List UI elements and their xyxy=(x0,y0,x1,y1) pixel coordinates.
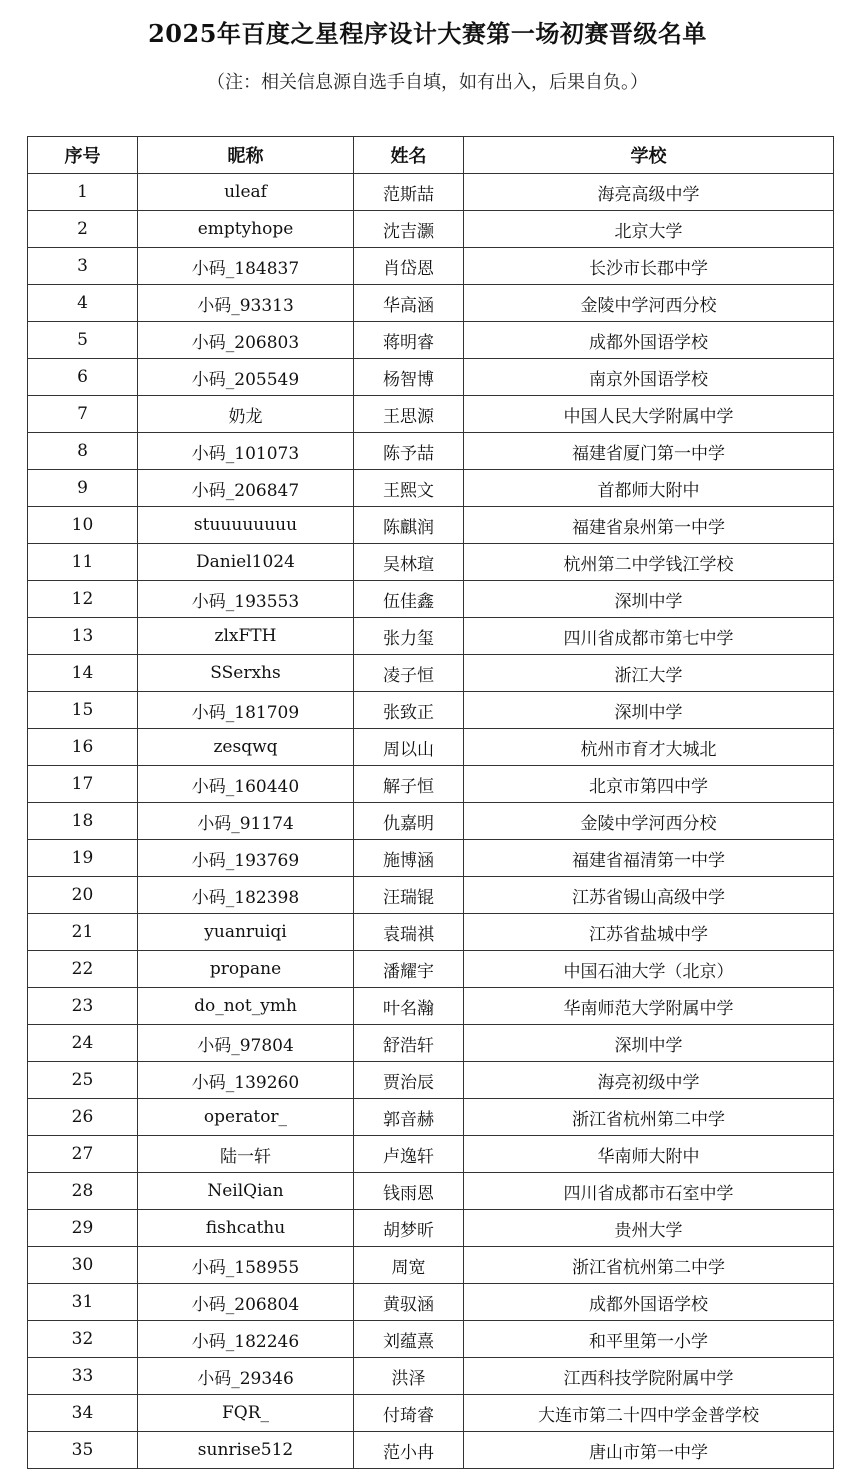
cell-school: 福建省福清第一中学 xyxy=(464,840,834,877)
cell-school: 江西科技学院附属中学 xyxy=(464,1358,834,1395)
table-row xyxy=(28,1432,834,1469)
cell-name: 汪瑞锟 xyxy=(354,877,464,914)
cell-serial: 1 xyxy=(28,174,138,211)
cell-nickname: 小码_101073 xyxy=(138,433,354,470)
cell-name: 凌子恒 xyxy=(354,655,464,692)
table-row xyxy=(28,470,834,507)
cell-name: 解子恒 xyxy=(354,766,464,803)
cell-name: 叶名瀚 xyxy=(354,988,464,1025)
cell-school: 江苏省锡山高级中学 xyxy=(464,877,834,914)
cell-name: 周以山 xyxy=(354,729,464,766)
header-serial: 序号 xyxy=(28,137,138,174)
table-row xyxy=(28,1099,834,1136)
table-row xyxy=(28,507,834,544)
table-body xyxy=(28,174,834,1469)
cell-school: 长沙市长郡中学 xyxy=(464,248,834,285)
cell-serial: 13 xyxy=(28,618,138,655)
table-row xyxy=(28,877,834,914)
table-row xyxy=(28,840,834,877)
cell-serial: 25 xyxy=(28,1062,138,1099)
cell-school: 浙江省杭州第二中学 xyxy=(464,1247,834,1284)
cell-serial: 20 xyxy=(28,877,138,914)
cell-school: 深圳中学 xyxy=(464,581,834,618)
cell-nickname: SSerxhs xyxy=(138,655,354,692)
cell-nickname: zesqwq xyxy=(138,729,354,766)
cell-nickname: 小码_181709 xyxy=(138,692,354,729)
cell-name: 洪泽 xyxy=(354,1358,464,1395)
cell-nickname: 小码_193769 xyxy=(138,840,354,877)
table-row xyxy=(28,396,834,433)
cell-name: 刘蕴熹 xyxy=(354,1321,464,1358)
table-row xyxy=(28,544,834,581)
table-row xyxy=(28,285,834,322)
cell-nickname: propane xyxy=(138,951,354,988)
cell-serial: 5 xyxy=(28,322,138,359)
cell-school: 四川省成都市第七中学 xyxy=(464,618,834,655)
cell-school: 和平里第一小学 xyxy=(464,1321,834,1358)
cell-nickname: 陆一轩 xyxy=(138,1136,354,1173)
cell-nickname: zlxFTH xyxy=(138,618,354,655)
header-nickname: 昵称 xyxy=(138,137,354,174)
table-row xyxy=(28,433,834,470)
cell-nickname: 小码_206847 xyxy=(138,470,354,507)
cell-nickname: 小码_182246 xyxy=(138,1321,354,1358)
table-row xyxy=(28,951,834,988)
cell-name: 张力玺 xyxy=(354,618,464,655)
table-row xyxy=(28,1136,834,1173)
cell-serial: 15 xyxy=(28,692,138,729)
cell-name: 付琦睿 xyxy=(354,1395,464,1432)
advancement-table xyxy=(27,136,834,1469)
cell-name: 贾治辰 xyxy=(354,1062,464,1099)
cell-nickname: 小码_205549 xyxy=(138,359,354,396)
cell-serial: 31 xyxy=(28,1284,138,1321)
cell-nickname: stuuuuuuuu xyxy=(138,507,354,544)
cell-name: 潘耀宇 xyxy=(354,951,464,988)
cell-school: 海亮高级中学 xyxy=(464,174,834,211)
cell-school: 江苏省盐城中学 xyxy=(464,914,834,951)
cell-name: 卢逸轩 xyxy=(354,1136,464,1173)
cell-name: 蒋明睿 xyxy=(354,322,464,359)
cell-nickname: 小码_193553 xyxy=(138,581,354,618)
cell-name: 施博涵 xyxy=(354,840,464,877)
cell-serial: 16 xyxy=(28,729,138,766)
cell-school: 杭州市育才大城北 xyxy=(464,729,834,766)
table-row xyxy=(28,581,834,618)
table-row xyxy=(28,618,834,655)
cell-nickname: 小码_206803 xyxy=(138,322,354,359)
cell-serial: 23 xyxy=(28,988,138,1025)
cell-nickname: 小码_97804 xyxy=(138,1025,354,1062)
cell-nickname: emptyhope xyxy=(138,211,354,248)
cell-serial: 24 xyxy=(28,1025,138,1062)
cell-name: 钱雨恩 xyxy=(354,1173,464,1210)
cell-name: 陈麒润 xyxy=(354,507,464,544)
table-row xyxy=(28,174,834,211)
cell-serial: 34 xyxy=(28,1395,138,1432)
table-row xyxy=(28,1210,834,1247)
cell-name: 黄驭涵 xyxy=(354,1284,464,1321)
cell-serial: 12 xyxy=(28,581,138,618)
table-row xyxy=(28,766,834,803)
cell-nickname: 小码_139260 xyxy=(138,1062,354,1099)
cell-school: 四川省成都市石室中学 xyxy=(464,1173,834,1210)
cell-name: 张致正 xyxy=(354,692,464,729)
cell-name: 王思源 xyxy=(354,396,464,433)
cell-nickname: 小码_91174 xyxy=(138,803,354,840)
cell-name: 华高涵 xyxy=(354,285,464,322)
cell-nickname: 小码_184837 xyxy=(138,248,354,285)
cell-serial: 28 xyxy=(28,1173,138,1210)
table-row xyxy=(28,988,834,1025)
cell-name: 胡梦昕 xyxy=(354,1210,464,1247)
cell-school: 深圳中学 xyxy=(464,692,834,729)
cell-nickname: 小码_158955 xyxy=(138,1247,354,1284)
cell-serial: 22 xyxy=(28,951,138,988)
table-row xyxy=(28,1395,834,1432)
cell-serial: 27 xyxy=(28,1136,138,1173)
cell-serial: 21 xyxy=(28,914,138,951)
cell-nickname: 小码_182398 xyxy=(138,877,354,914)
table-row xyxy=(28,1321,834,1358)
cell-serial: 4 xyxy=(28,285,138,322)
cell-school: 唐山市第一中学 xyxy=(464,1432,834,1469)
table-row xyxy=(28,1284,834,1321)
cell-school: 成都外国语学校 xyxy=(464,1284,834,1321)
cell-nickname: uleaf xyxy=(138,174,354,211)
table-row xyxy=(28,1025,834,1062)
cell-name: 沈吉灏 xyxy=(354,211,464,248)
cell-name: 肖岱恩 xyxy=(354,248,464,285)
cell-school: 杭州第二中学钱江学校 xyxy=(464,544,834,581)
cell-nickname: 小码_206804 xyxy=(138,1284,354,1321)
page-title: 2025年百度之星程序设计大赛第一场初赛晋级名单 xyxy=(148,19,707,48)
cell-school: 华南师大附中 xyxy=(464,1136,834,1173)
cell-serial: 33 xyxy=(28,1358,138,1395)
cell-nickname: do_not_ymh xyxy=(138,988,354,1025)
table-row xyxy=(28,655,834,692)
cell-serial: 3 xyxy=(28,248,138,285)
cell-nickname: yuanruiqi xyxy=(138,914,354,951)
cell-name: 王熙文 xyxy=(354,470,464,507)
cell-school: 北京市第四中学 xyxy=(464,766,834,803)
table-row xyxy=(28,1062,834,1099)
cell-school: 首都师大附中 xyxy=(464,470,834,507)
table-row xyxy=(28,1173,834,1210)
cell-name: 范小冉 xyxy=(354,1432,464,1469)
cell-serial: 35 xyxy=(28,1432,138,1469)
cell-serial: 30 xyxy=(28,1247,138,1284)
cell-school: 北京大学 xyxy=(464,211,834,248)
table-row xyxy=(28,692,834,729)
cell-name: 舒浩轩 xyxy=(354,1025,464,1062)
cell-name: 伍佳鑫 xyxy=(354,581,464,618)
table-row xyxy=(28,914,834,951)
cell-school: 中国人民大学附属中学 xyxy=(464,396,834,433)
cell-nickname: 小码_29346 xyxy=(138,1358,354,1395)
cell-school: 浙江大学 xyxy=(464,655,834,692)
cell-serial: 9 xyxy=(28,470,138,507)
cell-nickname: NeilQian xyxy=(138,1173,354,1210)
cell-serial: 7 xyxy=(28,396,138,433)
cell-nickname: Daniel1024 xyxy=(138,544,354,581)
cell-school: 南京外国语学校 xyxy=(464,359,834,396)
cell-nickname: fishcathu xyxy=(138,1210,354,1247)
cell-school: 成都外国语学校 xyxy=(464,322,834,359)
cell-serial: 29 xyxy=(28,1210,138,1247)
cell-serial: 10 xyxy=(28,507,138,544)
cell-name: 陈予喆 xyxy=(354,433,464,470)
cell-school: 海亮初级中学 xyxy=(464,1062,834,1099)
cell-name: 周宽 xyxy=(354,1247,464,1284)
cell-name: 范斯喆 xyxy=(354,174,464,211)
cell-serial: 18 xyxy=(28,803,138,840)
cell-name: 吴林瑄 xyxy=(354,544,464,581)
cell-serial: 14 xyxy=(28,655,138,692)
table-row xyxy=(28,729,834,766)
cell-serial: 17 xyxy=(28,766,138,803)
cell-school: 福建省厦门第一中学 xyxy=(464,433,834,470)
cell-serial: 11 xyxy=(28,544,138,581)
cell-school: 深圳中学 xyxy=(464,1025,834,1062)
table-row xyxy=(28,803,834,840)
cell-serial: 19 xyxy=(28,840,138,877)
header-name: 姓名 xyxy=(354,137,464,174)
cell-school: 浙江省杭州第二中学 xyxy=(464,1099,834,1136)
table-row xyxy=(28,211,834,248)
disclaimer-note: （注：相关信息源自选手自填，如有出入，后果自负。） xyxy=(207,72,648,93)
table-row xyxy=(28,248,834,285)
cell-serial: 26 xyxy=(28,1099,138,1136)
table-row xyxy=(28,322,834,359)
cell-nickname: FQR_ xyxy=(138,1395,354,1432)
table-row xyxy=(28,1358,834,1395)
cell-nickname: operator_ xyxy=(138,1099,354,1136)
cell-nickname: sunrise512 xyxy=(138,1432,354,1469)
cell-name: 杨智博 xyxy=(354,359,464,396)
cell-school: 华南师范大学附属中学 xyxy=(464,988,834,1025)
cell-school: 福建省泉州第一中学 xyxy=(464,507,834,544)
cell-serial: 8 xyxy=(28,433,138,470)
cell-serial: 6 xyxy=(28,359,138,396)
cell-school: 金陵中学河西分校 xyxy=(464,285,834,322)
cell-school: 贵州大学 xyxy=(464,1210,834,1247)
cell-name: 仇嘉明 xyxy=(354,803,464,840)
cell-name: 郭音赫 xyxy=(354,1099,464,1136)
cell-serial: 2 xyxy=(28,211,138,248)
cell-nickname: 小码_93313 xyxy=(138,285,354,322)
table-row xyxy=(28,359,834,396)
cell-school: 大连市第二十四中学金普学校 xyxy=(464,1395,834,1432)
table-header-row xyxy=(28,137,834,174)
cell-name: 袁瑞祺 xyxy=(354,914,464,951)
cell-nickname: 小码_160440 xyxy=(138,766,354,803)
table-row xyxy=(28,1247,834,1284)
header-school: 学校 xyxy=(464,137,834,174)
cell-school: 中国石油大学（北京） xyxy=(464,951,834,988)
cell-school: 金陵中学河西分校 xyxy=(464,803,834,840)
cell-serial: 32 xyxy=(28,1321,138,1358)
cell-nickname: 奶龙 xyxy=(138,396,354,433)
